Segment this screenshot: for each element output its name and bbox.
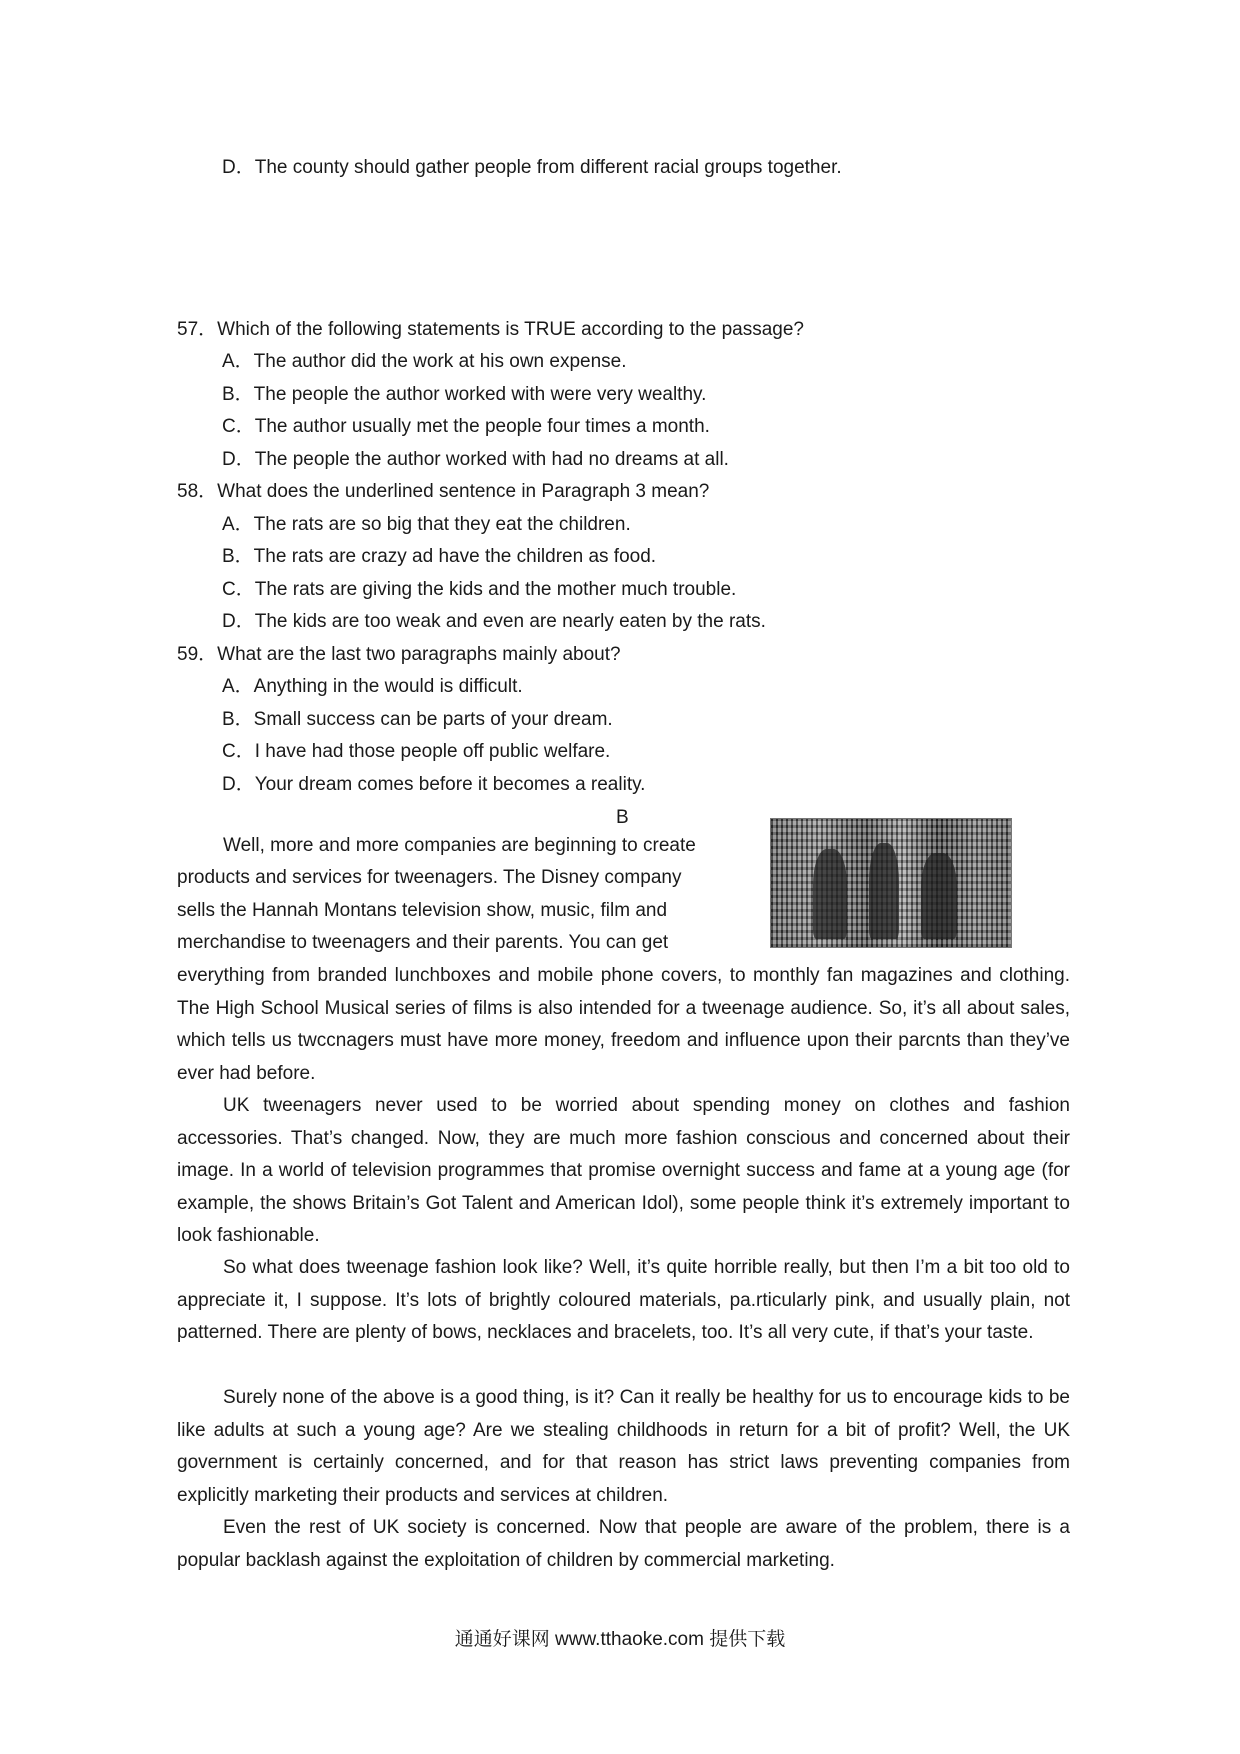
tweenagers-photo xyxy=(770,818,1012,948)
question-59-option-c: C．I have had those people off public welfare. xyxy=(222,741,611,762)
passage-b-paragraph-2 xyxy=(177,1090,1070,1253)
question-59-stem: 59．What are the last two paragraphs mainly about? xyxy=(177,644,621,665)
section-b-label: B xyxy=(616,807,629,828)
passage-b-paragraph-5 xyxy=(177,1512,1070,1577)
question-59-option-b: B．Small success can be parts of your dream. xyxy=(222,709,613,730)
question-58-option-b: B．The rats are crazy ad have the children as food. xyxy=(222,546,657,567)
passage-b-paragraph-3 xyxy=(177,1252,1070,1350)
question-56-option-d: D．The county should gather people from different racial groups together. xyxy=(222,157,842,178)
passage-b-line-4: merchandise to tweenagers and their parents. You can get xyxy=(177,932,669,953)
paragraph-3-text: So what does tweenage fashion look like? Well, it’s quite horrible really, but then I’m a bit too old to appreciate it, I suppose. It’s lots of brightly coloured materials, pa.rticularly pink, and usually plain, not patterned. There are plenty of bows, necklaces and bracelets, too. It’s all very cute, if that’s your taste. xyxy=(177,1257,1070,1343)
photo-figure xyxy=(921,853,957,939)
passage-b-paragraph-1-rest: everything from branded lunchboxes and mobile phone covers, to monthly fan magazines and clothing. The High School Musical series of films is also intended for a tweenage audience. So, it’s all about sales, which tells us twccnagers must have more money, freedom and influence upon their parcnts than they’ve ever had before. xyxy=(177,965,1070,1084)
passage-b-line-2: products and services for tweenagers. The Disney company xyxy=(177,867,682,888)
page-footer: 通通好课网 www.tthaoke.com 提供下载 xyxy=(454,1629,786,1650)
passage-b-line-1: Well, more and more companies are beginning to create xyxy=(223,835,696,856)
paragraph-4-text: Surely none of the above is a good thing, is it? Can it really be healthy for us to encourage kids to be like adults at such a young age? Are we stealing childhoods in return for a bit of profit? Well, the UK government is certainly concerned, and for that reason has strict laws preventing companies from explicitly marketing their products and services at children. xyxy=(177,1387,1070,1506)
question-57-option-a: A．The author did the work at his own expense. xyxy=(222,351,627,372)
question-58-option-d: D．The kids are too weak and even are nearly eaten by the rats. xyxy=(222,611,766,632)
photo-figure xyxy=(869,843,899,939)
question-58-stem: 58．What does the underlined sentence in Paragraph 3 mean? xyxy=(177,481,710,502)
question-59-option-d: D．Your dream comes before it becomes a reality. xyxy=(222,774,646,795)
question-57-option-d: D．The people the author worked with had no dreams at all. xyxy=(222,449,729,470)
question-59-option-a: A．Anything in the would is difficult. xyxy=(222,676,523,697)
passage-b-paragraph-4 xyxy=(177,1382,1070,1512)
paragraph-2-text: UK tweenagers never used to be worried about spending money on clothes and fashion accessories. That’s changed. Now, they are much more fashion conscious and concerned about their image. In a world of television programmes that promise overnight success and fame at a young age (for example, the shows Britain’s Got Talent and American Idol), some people think it’s extremely important to look fashionable. xyxy=(177,1095,1070,1246)
paragraph-5-text: Even the rest of UK society is concerned. Now that people are aware of the problem, there is a popular backlash against the exploitation of children by commercial marketing. xyxy=(177,1517,1070,1571)
question-58-option-a: A．The rats are so big that they eat the children. xyxy=(222,514,631,535)
passage-b-line-3: sells the Hannah Montans television show, music, film and xyxy=(177,900,668,921)
question-58-option-c: C．The rats are giving the kids and the mother much trouble. xyxy=(222,579,737,600)
question-57-option-b: B．The people the author worked with were very wealthy. xyxy=(222,384,707,405)
question-57-stem: 57．Which of the following statements is TRUE according to the passage? xyxy=(177,319,804,340)
question-57-option-c: C．The author usually met the people four times a month. xyxy=(222,416,710,437)
photo-figure xyxy=(813,849,847,939)
